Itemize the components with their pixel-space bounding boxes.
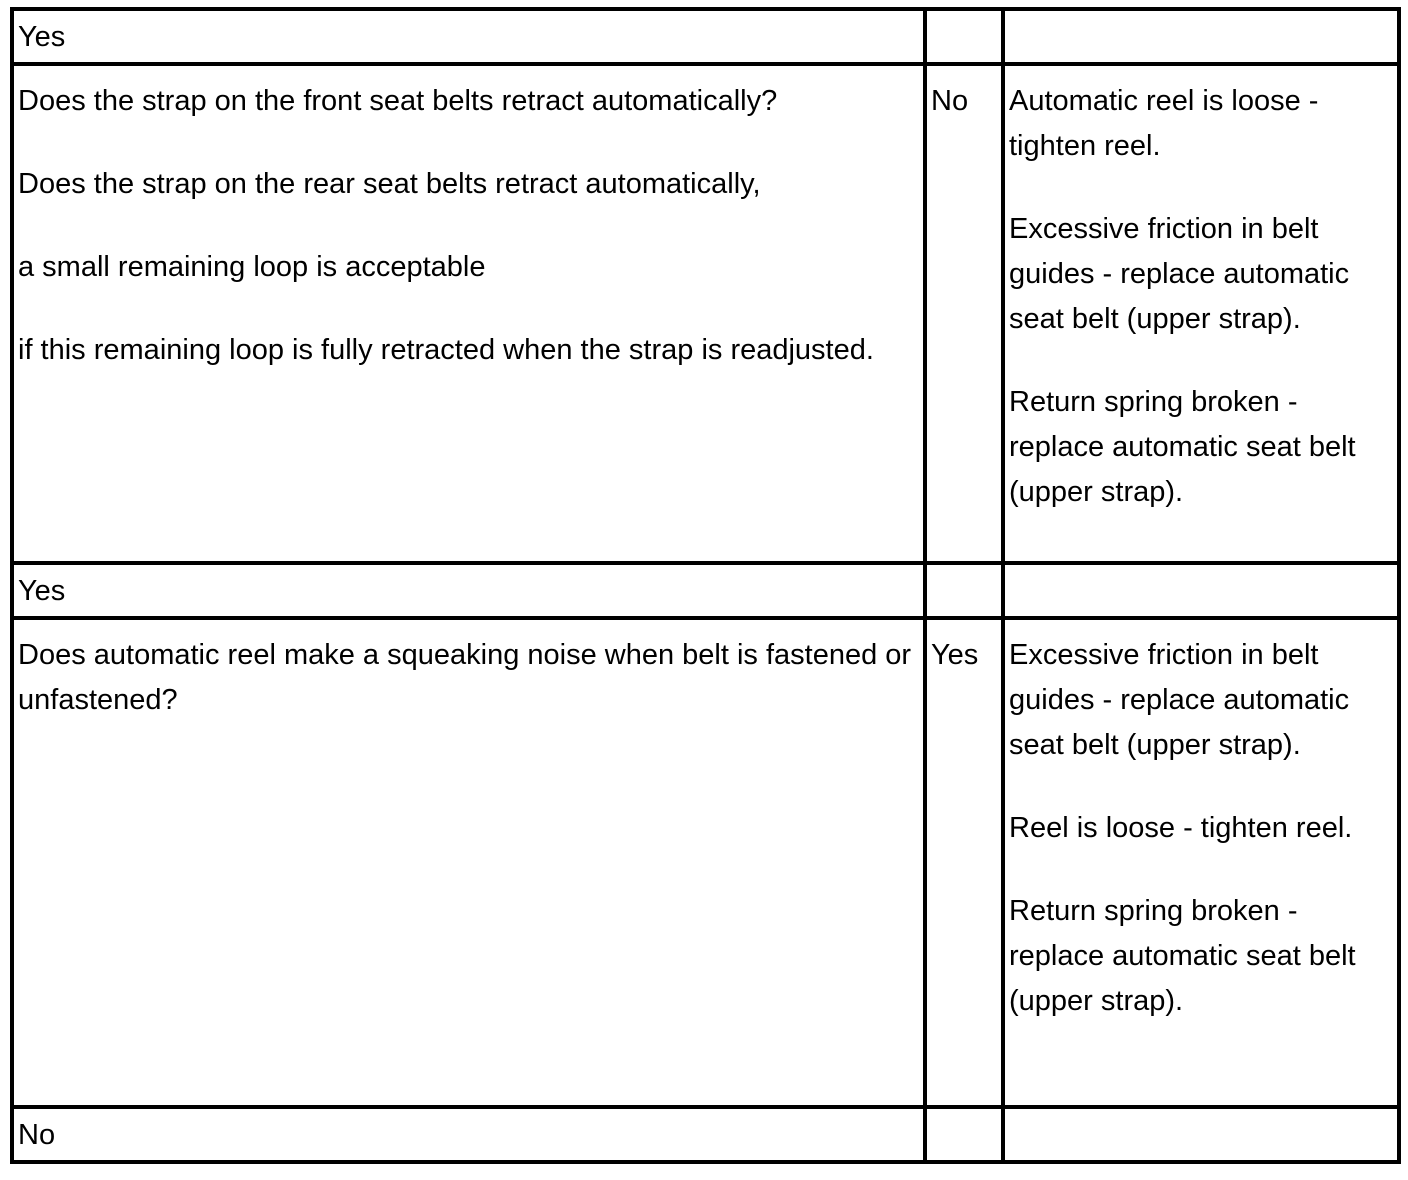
remedy-text: Reel is loose - tighten reel. <box>1009 812 1353 844</box>
diagnosis-table <box>10 7 1401 1164</box>
result-label: Yes <box>18 21 66 53</box>
question-text: Does automatic reel make a squeaking noise when belt is fastened or unfastened? <box>18 639 912 716</box>
question-cell <box>12 9 925 64</box>
result-label: Yes <box>18 575 66 607</box>
remedy-text: Excessive friction in belt guides - replace automatic seat belt (upper strap). <box>1009 639 1350 761</box>
result-label: No <box>18 1119 56 1151</box>
answer-cell <box>925 618 1003 1107</box>
remedy-cell <box>1003 1107 1399 1162</box>
question-cell <box>12 563 925 618</box>
question-cell <box>12 618 925 1107</box>
answer-text: No <box>931 85 969 117</box>
question-text: if this remaining loop is fully retracted when the strap is readjusted. <box>18 334 874 366</box>
remedy-text: Excessive friction in belt guides - replace automatic seat belt (upper strap). <box>1009 213 1350 335</box>
question-text: Does the strap on the front seat belts retract automatically? <box>18 85 778 117</box>
question-cell <box>12 1107 925 1162</box>
answer-cell <box>925 1107 1003 1162</box>
answer-cell <box>925 64 1003 563</box>
answer-cell <box>925 9 1003 64</box>
table-row <box>12 618 1399 1107</box>
answer-text: Yes <box>931 639 979 671</box>
remedy-cell <box>1003 64 1399 563</box>
remedy-cell <box>1003 563 1399 618</box>
table-row <box>12 1107 1399 1162</box>
answer-cell <box>925 563 1003 618</box>
question-cell <box>12 64 925 563</box>
table-row <box>12 64 1399 563</box>
question-text: Does the strap on the rear seat belts retract automatically, <box>18 168 761 200</box>
remedy-text: Automatic reel is loose - tighten reel. <box>1009 85 1319 162</box>
question-text: a small remaining loop is acceptable <box>18 251 486 283</box>
remedy-text: Return spring broken - replace automatic seat belt (upper strap). <box>1009 895 1356 1017</box>
remedy-cell <box>1003 618 1399 1107</box>
remedy-text: Return spring broken - replace automatic seat belt (upper strap). <box>1009 386 1356 508</box>
table-row <box>12 563 1399 618</box>
table-row <box>12 9 1399 64</box>
remedy-cell <box>1003 9 1399 64</box>
